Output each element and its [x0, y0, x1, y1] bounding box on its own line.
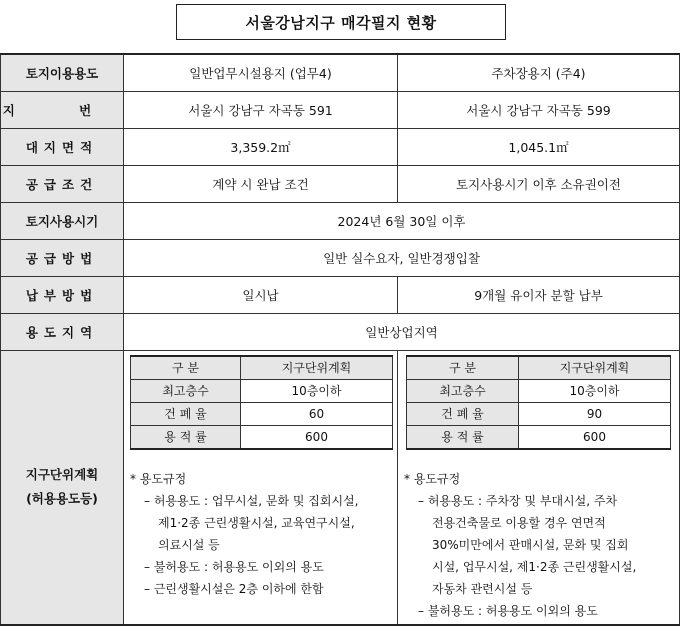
row-supply-method [1, 239, 680, 276]
table-row: 최고층수 10층이하 [131, 379, 393, 402]
row-label: 공급방법 [1, 239, 124, 276]
cell-a: 3,359.2㎡ [124, 128, 398, 165]
row-payment [1, 276, 680, 313]
cell-b: 1,045.1㎡ [398, 128, 680, 165]
row-zone [1, 313, 680, 350]
table-row: 건 폐 율 60 [131, 402, 393, 425]
row-label: 대지면적 [1, 128, 124, 165]
row-label: 납부방법 [1, 276, 124, 313]
usage-notes-b: * 용도규정 – 허용용도 : 주차장 및 부대시설, 주차 전용건축물로 이용할 경우 연면적 30%미만에서 판매시설, 문화 및 집회 시설, 업무시설, 제1·2종 근린생활시설, 자동차 관련시설 등 – 불허용도 : 허용용도 이외의 용도 [404, 471, 637, 618]
plan-cell-a [124, 350, 398, 625]
row-label: 토지사용시기 [1, 202, 124, 239]
usage-notes-a: * 용도규정 – 허용용도 : 업무시설, 문화 및 집회시설, 제1·2종 근린생활시설, 교육연구시설, 의료시설 등 – 불허용도 : 허용용도 이외의 용도 – 근린생활시설은 2층 이하에 한함 [130, 471, 359, 596]
row-supply-condition [1, 165, 680, 202]
row-label: 용도지역 [1, 313, 124, 350]
row-label: 지구단위계획 (허용용도등) [1, 350, 124, 625]
table-row: 용 적 률 600 [131, 425, 393, 449]
cell-merged: 2024년 6월 30일 이후 [124, 202, 680, 239]
cell-b: 토지사용시기 이후 소유권이전 [398, 165, 680, 202]
row-area [1, 128, 680, 165]
cell-a: 일시납 [124, 276, 398, 313]
table-header: 구 분 지구단위계획 [131, 356, 393, 380]
row-label: 지 번 [1, 91, 124, 128]
row-use-date [1, 202, 680, 239]
table-row: 용 적 률 600 [407, 425, 671, 449]
plan-cell-b [398, 350, 680, 625]
row-label: 토지이용용도 [1, 54, 124, 91]
table-header: 구 분 지구단위계획 [407, 356, 671, 380]
parcel-table [0, 53, 680, 626]
row-label: 공급조건 [1, 165, 124, 202]
cell-b: 주차장용지 (주4) [398, 54, 680, 91]
cell-b: 서울시 강남구 자곡동 599 [398, 91, 680, 128]
plan-table-a [130, 355, 393, 450]
cell-a: 서울시 강남구 자곡동 591 [124, 91, 398, 128]
plan-table-b [406, 355, 671, 450]
cell-b: 9개월 유이자 분할 납부 [398, 276, 680, 313]
row-district-plan [1, 350, 680, 625]
cell-a: 일반업무시설용지 (업무4) [124, 54, 398, 91]
row-lot [1, 91, 680, 128]
cell-merged: 일반 실수요자, 일반경쟁입찰 [124, 239, 680, 276]
row-land-use [1, 54, 680, 91]
table-row: 건 폐 율 90 [407, 402, 671, 425]
cell-a: 계약 시 완납 조건 [124, 165, 398, 202]
page-title: 서울강남지구 매각필지 현황 [176, 4, 506, 40]
cell-merged: 일반상업지역 [124, 313, 680, 350]
table-row: 최고층수 10층이하 [407, 379, 671, 402]
